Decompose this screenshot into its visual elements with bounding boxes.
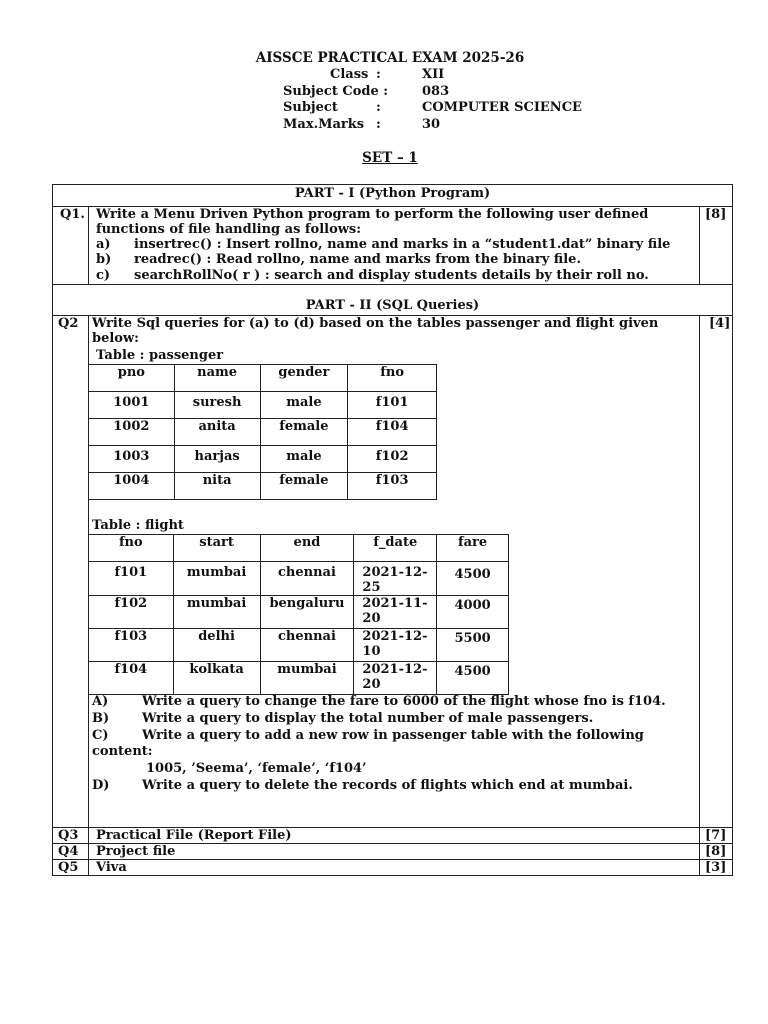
query-text: content: <box>92 744 153 759</box>
date-part: 25 <box>362 580 381 595</box>
meta-class-label: Class <box>330 67 369 82</box>
meta-subject-code-label: Subject Code : <box>283 84 389 99</box>
q1-item-key: a) <box>96 237 111 252</box>
query-text: Write a query to change the fare to 6000 of the flight whose fno is f104. <box>142 694 666 709</box>
meta-class-value: XII <box>422 67 445 82</box>
table-cell: harjas <box>174 446 260 473</box>
meta-marks-sep: : <box>376 117 381 132</box>
table-cell: delhi <box>173 629 260 662</box>
q4-number: Q4 <box>58 844 79 859</box>
table-cell: kolkata <box>173 662 260 695</box>
table-cell: anita <box>174 419 260 446</box>
table-row <box>89 535 509 562</box>
table-row <box>89 392 437 419</box>
query-text: Write a query to display the total number of male passengers. <box>142 711 594 726</box>
q1-item-text: searchRollNo( r ) : search and display students details by their roll no. <box>134 268 649 283</box>
table-cell: f102 <box>89 596 174 629</box>
meta-subject-label: Subject <box>283 100 338 115</box>
passenger-table <box>88 364 437 500</box>
table-cell: chennai <box>260 629 354 662</box>
table-header-cell: name <box>174 365 260 392</box>
table-cell: suresh <box>174 392 260 419</box>
table-cell: 1002 <box>89 419 175 446</box>
table-cell: f104 <box>348 419 437 446</box>
query-key: D) <box>92 778 110 793</box>
meta-class-sep: : <box>376 67 381 82</box>
q1-item-text: readrec() : Read rollno, name and marks from the binary file. <box>134 252 581 267</box>
table-cell: f103 <box>348 473 437 500</box>
table-cell: bengaluru <box>260 596 354 629</box>
table-header-cell: pno <box>89 365 175 392</box>
rule <box>699 315 700 876</box>
meta-marks-value: 30 <box>422 117 441 132</box>
set-label: SET – 1 <box>362 150 418 166</box>
table-row <box>89 629 509 662</box>
table-cell: female <box>260 419 348 446</box>
table-cell: mumbai <box>173 596 260 629</box>
q2-marks: [4] <box>709 316 731 331</box>
table-row <box>89 562 509 596</box>
table-cell: 4500 <box>437 562 509 596</box>
passenger-table-caption: Table : passenger <box>96 348 224 363</box>
table-cell: 1003 <box>89 446 175 473</box>
table-cell: mumbai <box>260 662 354 695</box>
q1-marks: [8] <box>705 207 727 222</box>
table-cell: male <box>260 392 348 419</box>
q5-marks: [3] <box>705 860 727 875</box>
table-cell: 4000 <box>437 596 509 629</box>
date-part: 2021-12- <box>362 662 428 677</box>
table-row <box>89 662 509 695</box>
q1-item-text: insertrec() : Insert rollno, name and marks in a “student1.dat” binary file <box>134 237 671 252</box>
table-cell: 4500 <box>437 662 509 695</box>
q4-text: Project file <box>96 844 176 859</box>
query-text: Write a query to add a new row in passenger table with the following <box>142 728 644 743</box>
q1-item-key: b) <box>96 252 112 267</box>
table-cell: male <box>260 446 348 473</box>
date-part: 2021-12- <box>362 629 428 644</box>
date-part: 2021-11- <box>362 596 428 611</box>
date-part: 10 <box>362 644 381 659</box>
q3-text: Practical File (Report File) <box>96 828 292 843</box>
q5-number: Q5 <box>58 860 79 875</box>
date-part: 2021-12- <box>362 565 428 580</box>
table-cell: f101 <box>89 562 174 596</box>
table-header-cell: start <box>173 535 260 562</box>
part1-heading: PART - I (Python Program) <box>294 186 491 201</box>
rule <box>699 206 700 284</box>
exam-title: AISSCE PRACTICAL EXAM 2025-26 <box>255 50 525 66</box>
table-row <box>89 473 437 500</box>
meta-marks-label: Max.Marks <box>283 117 365 132</box>
q2-number: Q2 <box>58 316 79 331</box>
q1-line: Write a Menu Driven Python program to perform the following user defined <box>96 207 649 222</box>
table-cell: 1001 <box>89 392 175 419</box>
rule <box>52 284 733 285</box>
part2-heading: PART - II (SQL Queries) <box>305 298 480 313</box>
table-cell: f103 <box>89 629 174 662</box>
table-header-cell: fno <box>348 365 437 392</box>
table-header-cell: f_date <box>354 535 437 562</box>
table-cell: f101 <box>348 392 437 419</box>
table-cell: chennai <box>260 562 354 596</box>
q2-line: Write Sql queries for (a) to (d) based on the tables passenger and flight given <box>92 316 659 331</box>
table-header-cell: gender <box>260 365 348 392</box>
table-cell <box>354 662 437 695</box>
q1-line: functions of file handling as follows: <box>96 222 362 237</box>
date-part: 20 <box>362 611 381 626</box>
query-values: 1005, ’Seema’, ‘female’, ‘f104’ <box>146 761 367 776</box>
query-key: A) <box>92 694 109 709</box>
table-cell: f104 <box>89 662 174 695</box>
table-cell: nita <box>174 473 260 500</box>
rule <box>88 206 89 284</box>
table-cell: mumbai <box>173 562 260 596</box>
table-header-cell: fare <box>437 535 509 562</box>
q2-line: below: <box>92 331 139 346</box>
table-header-cell: fno <box>89 535 174 562</box>
query-key: C) <box>92 728 109 743</box>
table-cell: female <box>260 473 348 500</box>
table-row <box>89 419 437 446</box>
query-text: Write a query to delete the records of flights which end at mumbai. <box>142 778 633 793</box>
table-cell: 5500 <box>437 629 509 662</box>
table-cell <box>354 629 437 662</box>
flight-table-caption: Table : flight <box>92 518 184 533</box>
q3-marks: [7] <box>705 828 727 843</box>
table-cell: 1004 <box>89 473 175 500</box>
q1-item-key: c) <box>96 268 111 283</box>
query-key: B) <box>92 711 110 726</box>
q1-number: Q1. <box>60 207 85 222</box>
table-cell <box>354 562 437 596</box>
table-row <box>89 446 437 473</box>
table-cell <box>354 596 437 629</box>
table-cell: f102 <box>348 446 437 473</box>
q3-number: Q3 <box>58 828 79 843</box>
meta-subject-sep: : <box>376 100 381 115</box>
meta-subject-code-value: 083 <box>422 84 450 99</box>
meta-subject-value: COMPUTER SCIENCE <box>422 100 582 115</box>
table-row <box>89 596 509 629</box>
flight-table <box>88 534 509 695</box>
q5-text: Viva <box>96 860 127 875</box>
table-row <box>89 365 437 392</box>
table-header-cell: end <box>260 535 354 562</box>
date-part: 20 <box>362 677 381 692</box>
q4-marks: [8] <box>705 844 727 859</box>
